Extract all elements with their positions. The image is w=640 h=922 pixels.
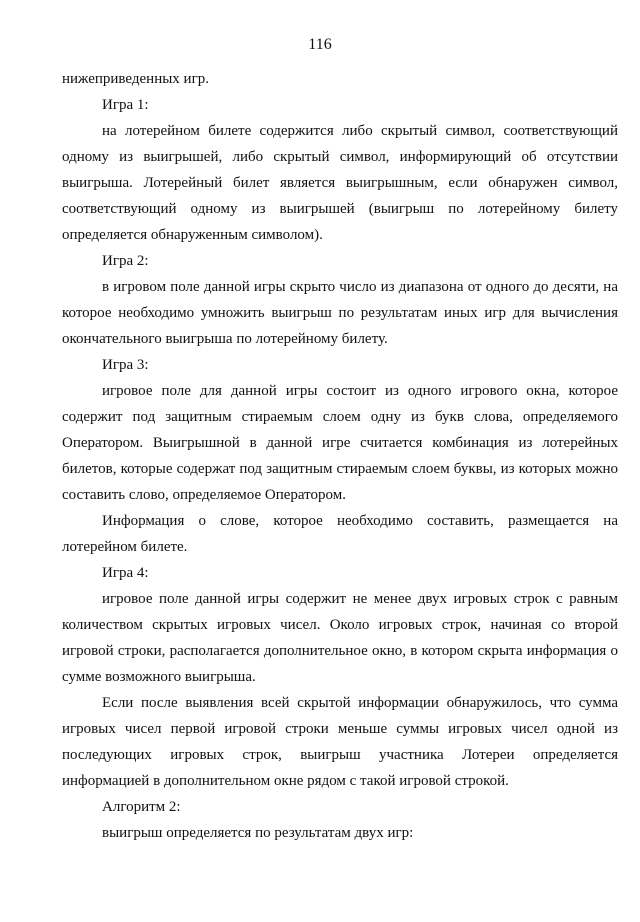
page-number: 116	[308, 36, 332, 53]
document-body	[62, 66, 618, 846]
paragraph: игровое поле для данной игры состоит из одного игрового окна, которое содержит под защитным стираемым слоем одну из букв слова, определяемого Оператором. Выигрышной в данной игре считается комбинация из лотерейных билетов, которые содержат под защитным стираемым слоем буквы, из которых можно составить слово, определяемое Оператором.	[62, 383, 618, 503]
section-heading: Игра 2:	[102, 253, 149, 269]
paragraph: выигрыш определяется по результатам двух игр:	[102, 825, 414, 841]
paragraph: игровое поле данной игры содержит не менее двух игровых строк с равным количеством скрытых игровых чисел. Около игровых строк, начиная со второй игровой строки, располагается дополнительное окно, в котором скрыта информация о сумме возможного выигрыша.	[62, 591, 618, 685]
section-heading: Игра 4:	[102, 565, 149, 581]
paragraph: Информация о слове, которое необходимо составить, размещается на лотерейном билете.	[62, 513, 618, 555]
section-heading: Игра 1:	[102, 97, 149, 113]
paragraph: в игровом поле данной игры скрыто число из диапазона от одного до десяти, на которое необходимо умножить выигрыш по результатам иных игр для вычисления окончательного выигрыша по лотерейному билету.	[62, 279, 618, 347]
paragraph: нижеприведенных игр.	[62, 71, 209, 87]
section-heading: Алгоритм 2:	[102, 799, 181, 815]
section-heading: Игра 3:	[102, 357, 149, 373]
paragraph: Если после выявления всей скрытой информации обнаружилось, что сумма игровых чисел первой игровой строки меньше суммы игровых чисел одной из последующих игровых строк, выигрыш участника Лотереи определяется информацией в дополнительном окне рядом с такой игровой строкой.	[62, 695, 618, 789]
paragraph: на лотерейном билете содержится либо скрытый символ, соответствующий одному из выигрышей, либо скрытый символ, информирующий об отсутствии выигрыша. Лотерейный билет является выигрышным, если обнаружен символ, соответствующий одному из выигрышей (выигрыш по лотерейному билету определяется обнаруженным символом).	[62, 123, 618, 243]
